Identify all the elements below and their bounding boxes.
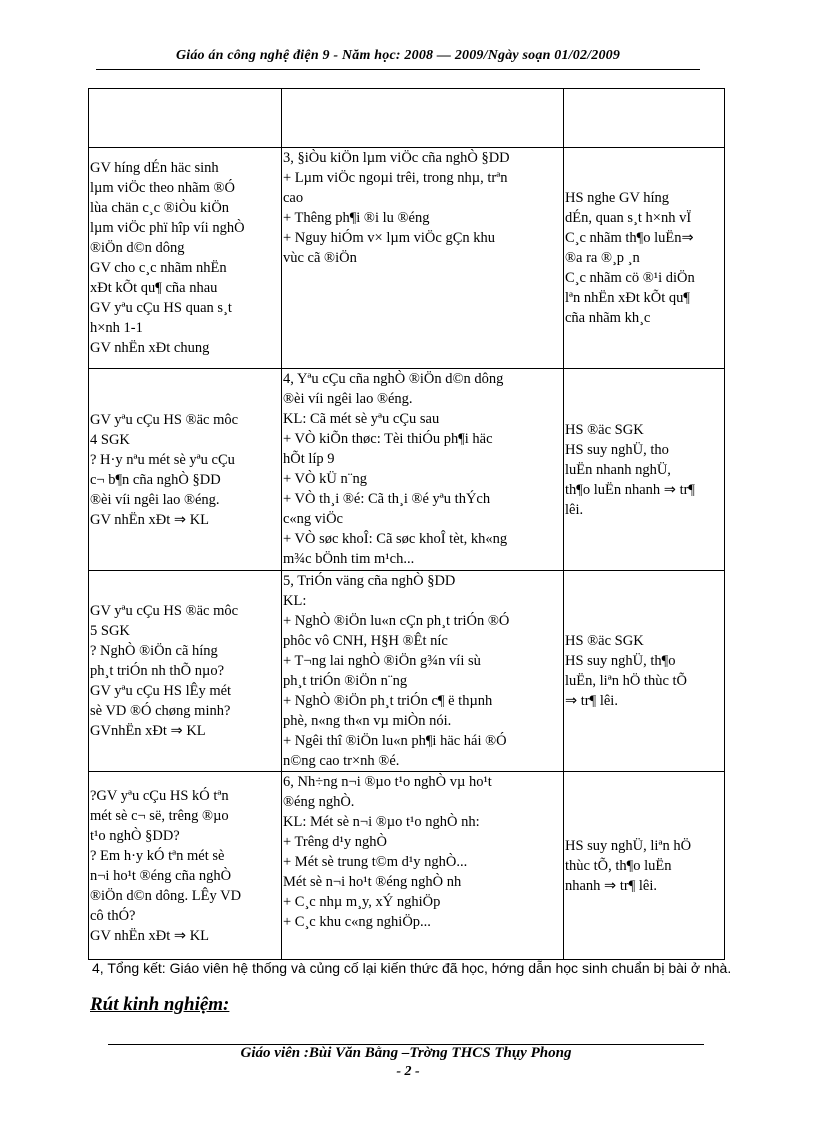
cell-line: mét sè c¬ së, trêng ®µo [90,807,229,824]
table-row [89,571,725,772]
cell-line: thùc tÕ, th¶o luËn [565,857,672,874]
cell-line: h×nh 1-1 [90,320,143,336]
summary-text: 4, Tổng kết: Giáo viên hệ thống và củng cố lại kiến thức đã học, hớng dẫn học sinh chuẩn bị bài ở nhà. [92,960,732,976]
table-row [89,772,725,960]
cell-line: cña nhãm kh¸c [565,310,651,326]
cell-line: GV yªu cÇu HS ®äc môc [90,603,239,619]
footer-teacher: Giáo viên :Bùi Văn Bằng –Trờng THCS Thụy Phong [240,1045,572,1061]
table-cell-mid [282,89,564,148]
lesson-table [88,88,725,960]
cell-line: C¸c nhãm th¶o luËn⇒ [565,230,694,246]
table-cell-mid [282,571,564,772]
cell-line: n¬i ho¹t ®éng cña nghÒ [90,867,232,884]
cell-line: lµm viÖc theo nhãm ®Ó [90,180,236,196]
cell-line: + Nguy hiÓm v× lµm viÖc gÇn khu [283,230,495,246]
cell-line: HS suy nghÜ, tho [565,441,669,458]
table-cell-mid [282,148,564,369]
cell-line: + Ngêi thî ®iÖn lu«n ph¶i häc hái ®Ó [283,733,507,749]
cell-line: xÐt kÕt qu¶ cña nhau [90,280,218,296]
cell-line: dÉn, quan s¸t h×nh vÏ [565,210,692,226]
cell-line: HS suy nghÜ, liªn hÖ [565,837,692,854]
cell-line: + VÒ th¸i ®é: Cã th¸i ®é yªu thÝch [283,491,491,507]
cell-line: cô thÓ? [90,907,136,924]
lesson-table-body [89,89,725,960]
cell-line: 4 SGK [90,431,130,448]
table-cell-right [564,148,725,369]
cell-line: + NghÒ ®iÖn lu«n cÇn ph¸t triÓn ®Ó [283,613,510,629]
cell-line: cao [283,190,304,206]
cell-line: hÕt líp 9 [283,451,335,467]
cell-line: ®èi víi ngêi lao ®éng. [283,391,413,407]
page-header: Giáo án công nghệ điện 9 - Năm học: 2008 — 2009/Ngày soạn 01/02/2009 [175,48,621,63]
cell-line: ? H·y nªu mét sè yªu cÇu [90,451,235,468]
cell-line: nhanh ⇒ tr¶ lêi. [565,877,658,894]
cell-line: HS ®äc SGK [565,633,644,649]
cell-line: lêi. [565,501,584,518]
cell-line: GV yªu cÇu HS ®äc môc [90,411,239,428]
cell-line: + Mét sè trung t©m d¹y nghÒ... [283,854,468,870]
cell-line: ph¸t triÓn ®iÖn n¨ng [283,673,408,689]
cell-line: HS suy nghÜ, th¶o [565,653,676,669]
table-cell-right [564,369,725,571]
table-cell-left [89,571,282,772]
cell-line: phôc vô CNH, H§H ®Êt níc [283,633,448,649]
cell-line: n©ng cao tr×nh ®é. [283,753,400,769]
table-cell-mid [282,772,564,960]
cell-line: ®èi víi ngêi lao ®éng. [90,491,220,508]
table-row [89,148,725,369]
cell-line: 5 SGK [90,623,130,639]
cell-line: + Lµm viÖc ngoµi trêi, trong nhµ, trªn [283,170,508,186]
table-cell-right [564,772,725,960]
cell-line: luËn, liªn hÖ thùc tÕ [565,673,688,689]
cell-line: + C¸c nhµ m¸y, xÝ nghiÖp [283,894,441,910]
cell-line: 6, Nh÷ng n¬i ®µo t¹o nghÒ vµ ho¹t [283,774,492,790]
cell-line: GVnhËn xÐt ⇒ KL [90,723,206,739]
cell-line: GV yªu cÇu HS lÊy mét [90,683,232,699]
table-cell-right [564,571,725,772]
cell-line: 4, Yªu cÇu cña nghÒ ®iÖn d©n dông [283,371,504,387]
cell-line: HS ®äc SGK [565,421,644,438]
cell-line: KL: Mét sè n¬i ®µo t¹o nghÒ nh: [283,814,480,830]
cell-line: KL: [283,593,307,609]
table-cell-left [89,148,282,369]
cell-line: ph¸t triÓn nh thÕ nµo? [90,663,225,679]
table-cell-right [564,89,725,148]
cell-line: + VÒ kiÕn thøc: Tèi thiÓu ph¶i häc [283,431,493,447]
cell-line: + Trêng d¹y nghÒ [283,834,387,850]
table-row [89,369,725,571]
cell-line: c«ng viÖc [283,511,343,527]
cell-line: c¬ b¶n cña nghÒ §DD [90,471,221,488]
cell-line: + T¬ng lai nghÒ ®iÖn g¾n víi sù [283,653,481,669]
cell-line: 5, TriÓn väng cña nghÒ §DD [283,573,456,589]
cell-line: C¸c nhãm cö ®¹i diÖn [565,270,695,286]
cell-line: + C¸c khu c«ng nghiÖp... [283,914,431,930]
experience-heading: Rút kinh nghiệm: [90,994,230,1015]
cell-line: lµm viÖc phï hîp víi nghÒ [90,220,245,236]
page-number: - 2 - [396,1064,420,1079]
cell-line: KL: Cã mét sè yªu cÇu sau [283,411,440,427]
cell-line: vùc cã ®iÖn [283,250,357,266]
cell-line: ®éng nghÒ. [283,794,355,810]
cell-line: Mét sè n¬i ho¹t ®éng nghÒ nh [283,874,462,890]
cell-line: + VÒ søc khoÎ: Cã søc khoÎ tèt, kh«ng [283,531,508,547]
cell-line: GV yªu cÇu HS quan s¸t [90,300,232,316]
cell-line: ®a ra ®¸p ¸n [565,250,640,266]
cell-line: luËn nhanh nghÜ, [565,461,671,478]
cell-line: sè VD ®Ó chøng minh? [90,703,231,719]
table-cell-left [89,772,282,960]
cell-line: ®iÖn d©n dông [90,240,185,256]
table-cell-mid [282,369,564,571]
cell-line: GV nhËn xÐt ⇒ KL [90,927,210,944]
cell-line: + Thêng ph¶i ®i lu ®éng [283,210,430,226]
cell-line: t¹o nghÒ §DD? [90,827,180,844]
cell-line: ? Em h·y kÓ tªn mét sè [90,847,225,864]
cell-line: m¾c bÖnh tim m¹ch... [283,551,415,567]
cell-line: 3, §iÒu kiÖn lµm viÖc cña nghÒ §DD [283,150,510,166]
cell-line: HS nghe GV híng [565,190,670,206]
table-cell-left [89,369,282,571]
cell-line: th¶o luËn nhanh ⇒ tr¶ [565,481,695,498]
cell-line: + VÒ kÜ n¨ng [283,471,368,487]
header-divider [96,69,700,70]
cell-line: GV cho c¸c nhãm nhËn [90,260,227,276]
cell-line: GV híng dÉn häc sinh [90,160,219,176]
cell-line: ? NghÒ ®iÖn cã híng [90,643,218,659]
cell-line: GV nhËn xÐt chung [90,340,210,356]
table-row [89,89,725,148]
cell-line: GV nhËn xÐt ⇒ KL [90,511,210,528]
cell-line: + NghÒ ®iÖn ph¸t triÓn c¶ ë thµnh [283,693,493,709]
table-cell-left [89,89,282,148]
cell-line: phè, n«ng th«n vµ miÒn nói. [283,713,452,729]
cell-line: ⇒ tr¶ lêi. [565,693,618,709]
cell-line: ?GV yªu cÇu HS kÓ tªn [90,787,229,804]
cell-line: lªn nhËn xÐt kÕt qu¶ [565,290,690,306]
cell-line: ®iÖn d©n dông. LÊy VD [90,887,242,904]
cell-line: lùa chän c¸c ®iÒu kiÖn [90,200,230,216]
